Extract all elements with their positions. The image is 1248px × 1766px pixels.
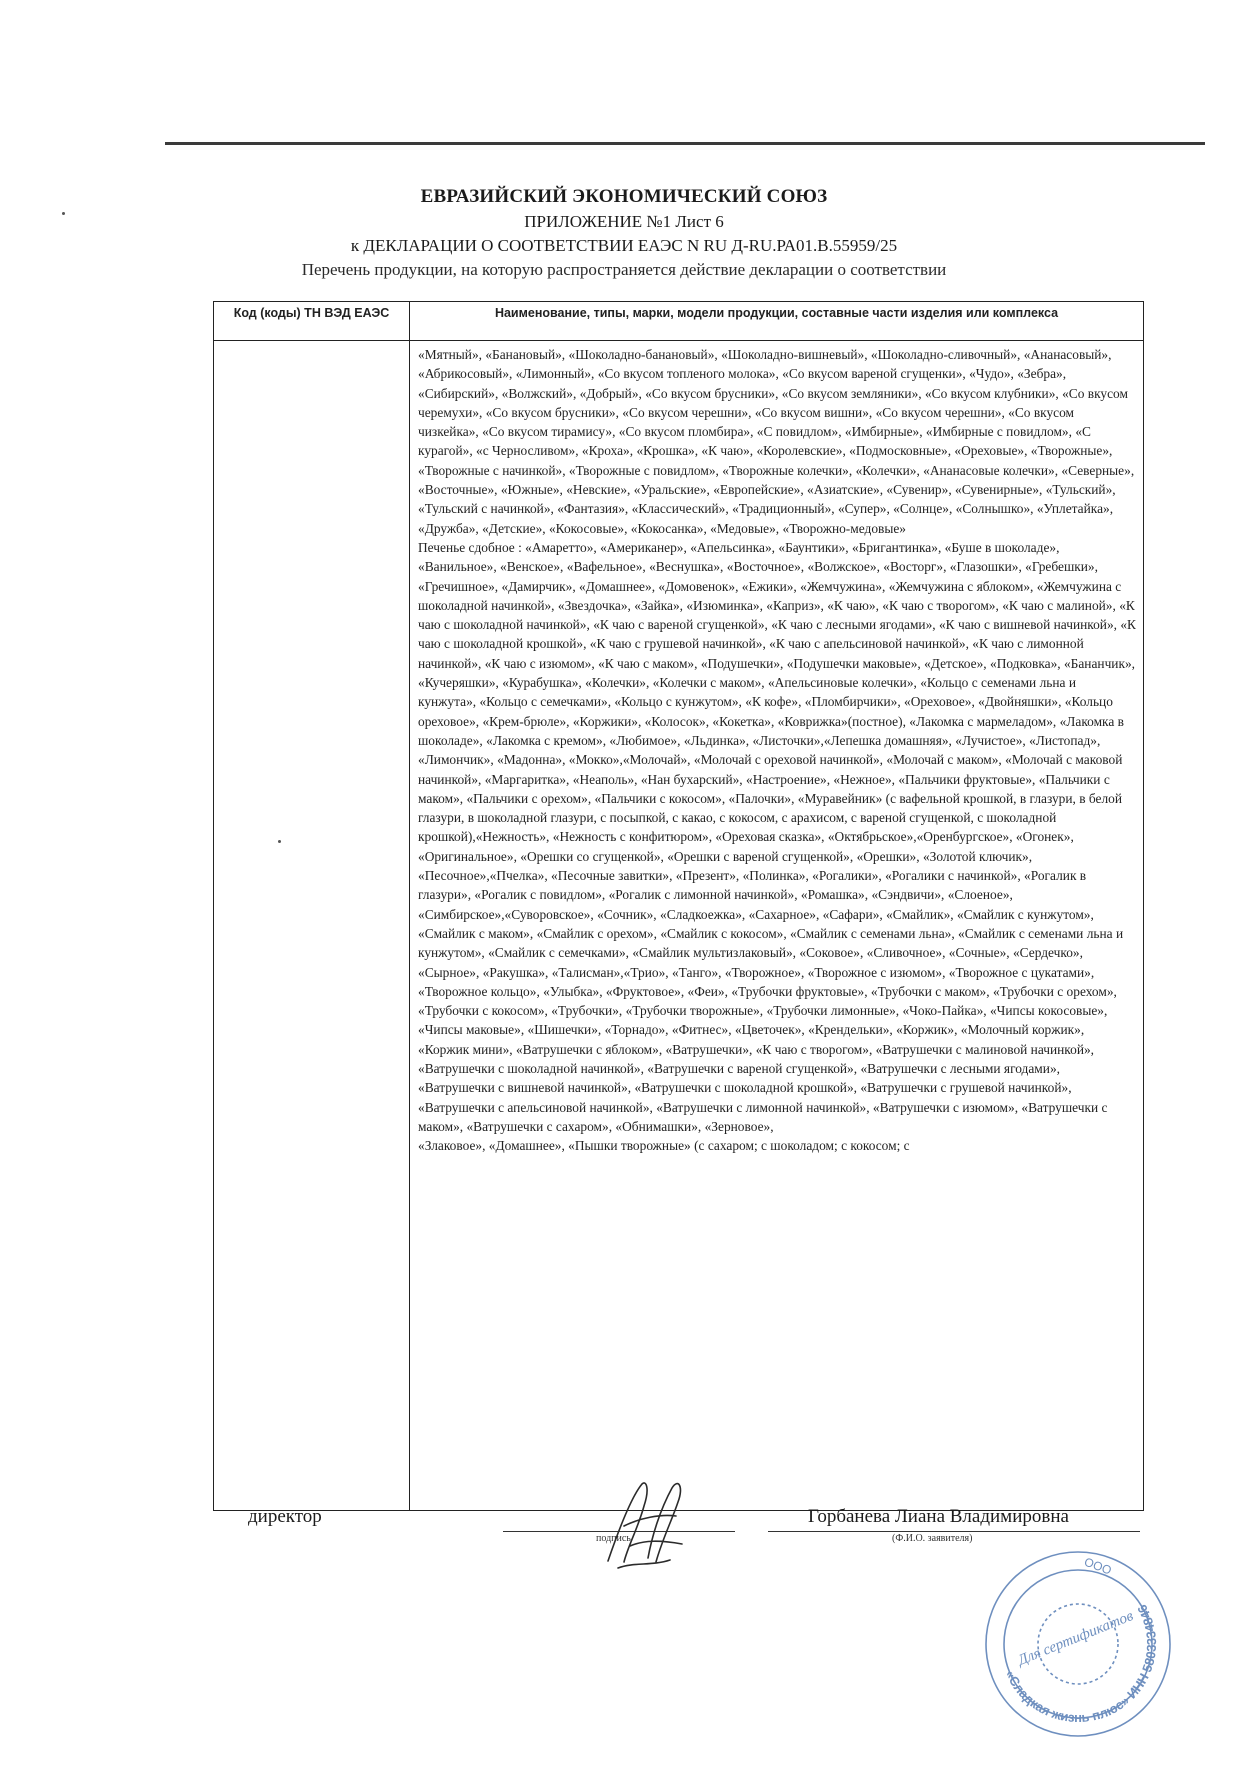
- name-line: [768, 1531, 1140, 1532]
- union-title: ЕВРАЗИЙСКИЙ ЭКОНОМИЧЕСКИЙ СОЮЗ: [420, 186, 828, 207]
- stamp-inner-text: Для сертификатов: [1015, 1608, 1136, 1669]
- scan-edge-line: [165, 142, 1205, 145]
- scan-speck: [278, 840, 281, 843]
- product-list-title: Перечень продукции, на которую распространяется действие декларации о соответствии: [301, 260, 947, 279]
- appendix-title: ПРИЛОЖЕНИЕ №1 Лист 6: [524, 212, 724, 231]
- handwritten-signature: [590, 1466, 700, 1576]
- company-stamp: [960, 1540, 1190, 1750]
- name-caption: (Ф.И.О. заявителя): [892, 1533, 973, 1544]
- product-table: [213, 301, 1144, 1511]
- products-paragraph: «Мятный», «Банановый», «Шоколадно-банановый», «Шоколадно-вишневый», «Шоколадно-сливочный», «Ананасовый», «Абрикосовый», «Лимонный», «Со вкусом топленого молока», «Со вкусом вареной сгущенки», «Чудо», «Зебра», «Сибирский», «Волжский», «Добрый», «Со вкусом брусники», «Со вкусом земляники», «Со вкусом клубники», «Со вкусом черемухи», «Со вкусом брусники», «Со вкусом черешни», «Со вкусом вишни», «Со вкусом черешни», «Со вкусом чизкейка», «Со вкусом тирамису», «Со вкусом пломбира», «С повидлом», «Имбирные», «Имбирные с повидлом», «С курагой», «с Черносливом», «Кроха», «Крошка», «К чаю», «Королевские», «Подмосковные», «Ореховые», «Творожные», «Творожные с начинкой», «Творожные с повидлом», «Творожные колечки», «Колечки», «Ананасовые колечки», «Северные», «Восточные», «Южные», «Невские», «Уральские», «Европейские», «Азиатские», «Сувенир», «Сувенирные», «Тульский», «Тульский с начинкой», «Фантазия», «Классический», «Традиционный», «Супер», «Солнце», «Солнышко», «Уплетайка», «Дружба», «Детские», «Кокосовые», «Кокосанка», «Медовые», «Творожно-медовые»: [418, 347, 1135, 536]
- signature-caption: подпись: [596, 1533, 631, 1544]
- declaration-number: к ДЕКЛАРАЦИИ О СООТВЕТСТВИИ ЕАЭС N RU Д-RU.РА01.В.55959/25: [350, 236, 898, 255]
- table-header-row: [214, 302, 1144, 341]
- products-text: [410, 341, 1143, 1505]
- table-row: [214, 341, 1144, 1511]
- stamp-ring-text: «Сладкая жизнь плюс» ИНН 5803334846: [1002, 1602, 1160, 1726]
- col-header-code: Код (коды) ТН ВЭД ЕАЭС: [214, 302, 410, 341]
- applicant-name: Горбанева Лиана Владимировна: [808, 1506, 1069, 1527]
- products-paragraph: Печенье сдобное : «Амаретто», «Американер», «Апельсинка», «Баунтики», «Бригантинка», «Буше в шоколаде», «Ванильное», «Венское», «Вафельное», «Веснушка», «Восточное», «Волжское», «Восторг», «Глазошки», «Гребешки», «Гречишное», «Дамирчик», «Домашнее», «Домовенок», «Ежики», «Жемчужина», «Жемчужина с яблоком», «Жемчужина с шоколадной начинкой», «Звездочка», «Зайка», «Изюминка», «Каприз», «К чаю», «К чаю с творогом», «К чаю с малиной», «К чаю с шоколадной начинкой», «К чаю с вареной сгущенкой», «К чаю с лесными ягодами», «К чаю с вишневой начинкой», «К чаю с шоколадной крошкой», «К чаю с грушевой начинкой», «К чаю с апельсиновой начинкой», «К чаю с лимонной начинкой», «К чаю с изюмом», «К чаю с маком», «Подушечки», «Подушечки маковые», «Детское», «Подковка», «Бананчик», «Кучеряшки», «Курабушка», «Колечки», «Колечки с маком», «Апельсиновые колечки», «Кольцо с семенами льна и кунжута», «Кольцо с семечками», «Кольцо с кунжутом», «К кофе», «Пломбирчики», «Ореховое», «Двойняшки», «Кольцо ореховое», «Крем-брюле», «Коржики», «Колосок», «Кокетка», «Коврижка»(постное), «Лакомка с мармеладом», «Лакомка в шоколаде», «Лакомка с кремом», «Любимое», «Льдинка», «Листочки»,«Лепешка домашняя», «Лучистое», «Листопад», «Лимончик», «Мадонна», «Мокко»,«Молочай», «Молочай с ореховой начинкой», «Молочай с маком», «Молочай с маковой начинкой», «Маргаритка», «Неаполь», «Нан бухарский», «Настроение», «Нежное», «Пальчики фруктовые», «Пальчики с маком», «Пальчики с орехом», «Пальчики с кокосом», «Палочки», «Муравейник» (с вафельной крошкой, в глазури, в белой глазури, в шоколадной глазури, с посыпкой, с какао, с кокосом, с арахисом, с вареной сгущенкой, с шоколадной крошкой),«Нежность», «Нежность с конфитюром», «Ореховая сказка», «Октябрьское»,«Оренбургское», «Огонек», «Оригинальное», «Орешки со сгущенкой», «Орешки с вареной сгущенкой», «Орешки», «Золотой ключик», «Песочное»,«Пчелка», «Песочные завитки», «Презент», «Полинка», «Рогалики», «Рогалики с начинкой», «Рогалик в глазури», «Рогалик с повидлом», «Рогалик с лимонной начинкой», «Ромашка», «Сэндвичи», «Слоеное», «Симбирское»,«Суворовское», «Сочник», «Сладкоежка», «Сахарное», «Сафари», «Смайлик», «Смайлик с кунжутом», «Смайлик с маком», «Смайлик с орехом», «Смайлик с кокосом», «Смайлик с семенами льна», «Смайлик с семенами льна и кунжутом», «Смайлик с семечками», «Смайлик мультизлаковый», «Соковое», «Сливочное», «Сочные», «Сердечко», «Сырное», «Ракушка», «Талисман»,«Трио», «Танго», «Творожное», «Творожное с изюмом», «Творожное с цукатами», «Творожное кольцо», «Улыбка», «Фруктовое», «Феи», «Трубочки фруктовые», «Трубочки с маком», «Трубочки с орехом», «Трубочки с кокосом», «Трубочки», «Трубочки творожные», «Трубочки лимонные», «Чоко-Пайка», «Чипсы кокосовые», «Чипсы маковые», «Шишечки», «Торнадо», «Фитнес», «Цветочек», «Крендельки», «Коржик», «Молочный коржик», «Коржик мини», «Ватрушечки с яблоком», «Ватрушечки», «К чаю с творогом», «Ватрушечки с малиновой начинкой», «Ватрушечки с шоколадной начинкой», «Ватрушечки с вареной сгущенкой», «Ватрушечки с лесными ягодами», «Ватрушечки с вишневой начинкой», «Ватрушечки с шоколадной крошкой», «Ватрушечки с грушевой начинкой», «Ватрушечки с апельсиновой начинкой», «Ватрушечки с лимонной начинкой», «Ватрушечки с изюмом», «Ватрушечки с маком», «Ватрушечки с сахаром», «Обнимашки», «Зерновое»,: [418, 539, 1136, 1134]
- code-cell: [214, 341, 410, 1511]
- position-label: директор: [248, 1506, 322, 1527]
- col-header-name: Наименование, типы, марки, модели продукции, составные части изделия или комплекса: [410, 302, 1144, 341]
- products-cell: [410, 341, 1144, 1511]
- scan-speck: [62, 212, 65, 215]
- stamp-ring-label: ООО: [1082, 1554, 1114, 1578]
- document-header: [0, 186, 1248, 280]
- products-paragraph: «Злаковое», «Домашнее», «Пышки творожные» (с сахаром; с шоколадом; с кокосом; с: [418, 1138, 910, 1154]
